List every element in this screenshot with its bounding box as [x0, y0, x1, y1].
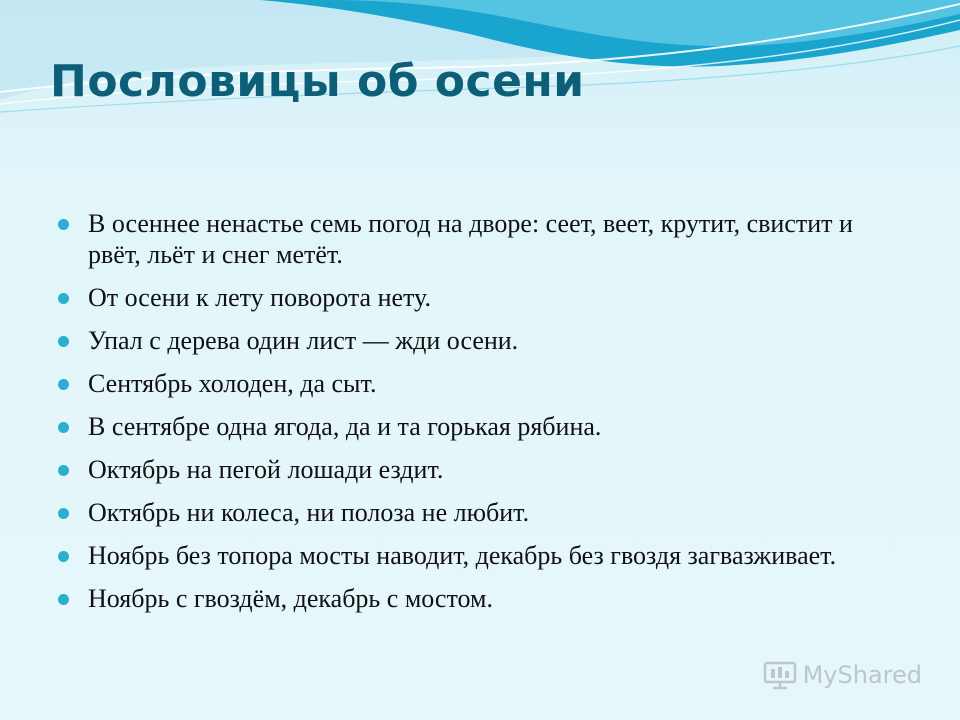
proverb-text: Ноябрь с гвоздём, декабрь с мостом. [88, 584, 493, 613]
proverb-text: Упал с дерева один лист — жди осени. [88, 326, 519, 355]
bullet-icon [58, 336, 69, 347]
proverb-text: Ноябрь без топора мосты наводит, декабрь без гвоздя загвазживает. [88, 541, 837, 570]
proverb-text: Октябрь ни колеса, ни полоза не любит. [88, 498, 530, 527]
list-item [58, 583, 898, 614]
bullet-icon [58, 594, 69, 605]
bullet-icon [58, 508, 69, 519]
proverb-text: В сентябре одна ягода, да и та горькая рябина. [88, 412, 602, 441]
bullet-icon [58, 465, 69, 476]
list-item [58, 411, 898, 442]
slide-title: Пословицы об осени [50, 56, 585, 107]
watermark-logo [763, 660, 922, 690]
proverb-text: В осеннее ненастье семь погод на дворе: сеет, веет, крутит, свистит и рвёт, льёт и снег метёт. [88, 209, 853, 269]
bullet-icon [58, 551, 69, 562]
proverb-text: От осени к лету поворота нету. [88, 283, 431, 312]
watermark-text: MyShared [802, 661, 922, 689]
list-item [58, 282, 898, 313]
bullet-icon [58, 422, 69, 433]
bullet-icon [58, 293, 69, 304]
list-item [58, 208, 898, 270]
list-item [58, 325, 898, 356]
proverb-list [58, 208, 898, 626]
proverb-text: Октябрь на пегой лошади ездит. [88, 455, 444, 484]
list-item [58, 497, 898, 528]
bullet-icon [58, 379, 69, 390]
proverb-text: Сентябрь холоден, да сыт. [88, 369, 377, 398]
presentation-icon [763, 660, 797, 690]
list-item [58, 540, 898, 571]
list-item [58, 368, 898, 399]
list-item [58, 454, 898, 485]
bullet-icon [58, 219, 69, 230]
